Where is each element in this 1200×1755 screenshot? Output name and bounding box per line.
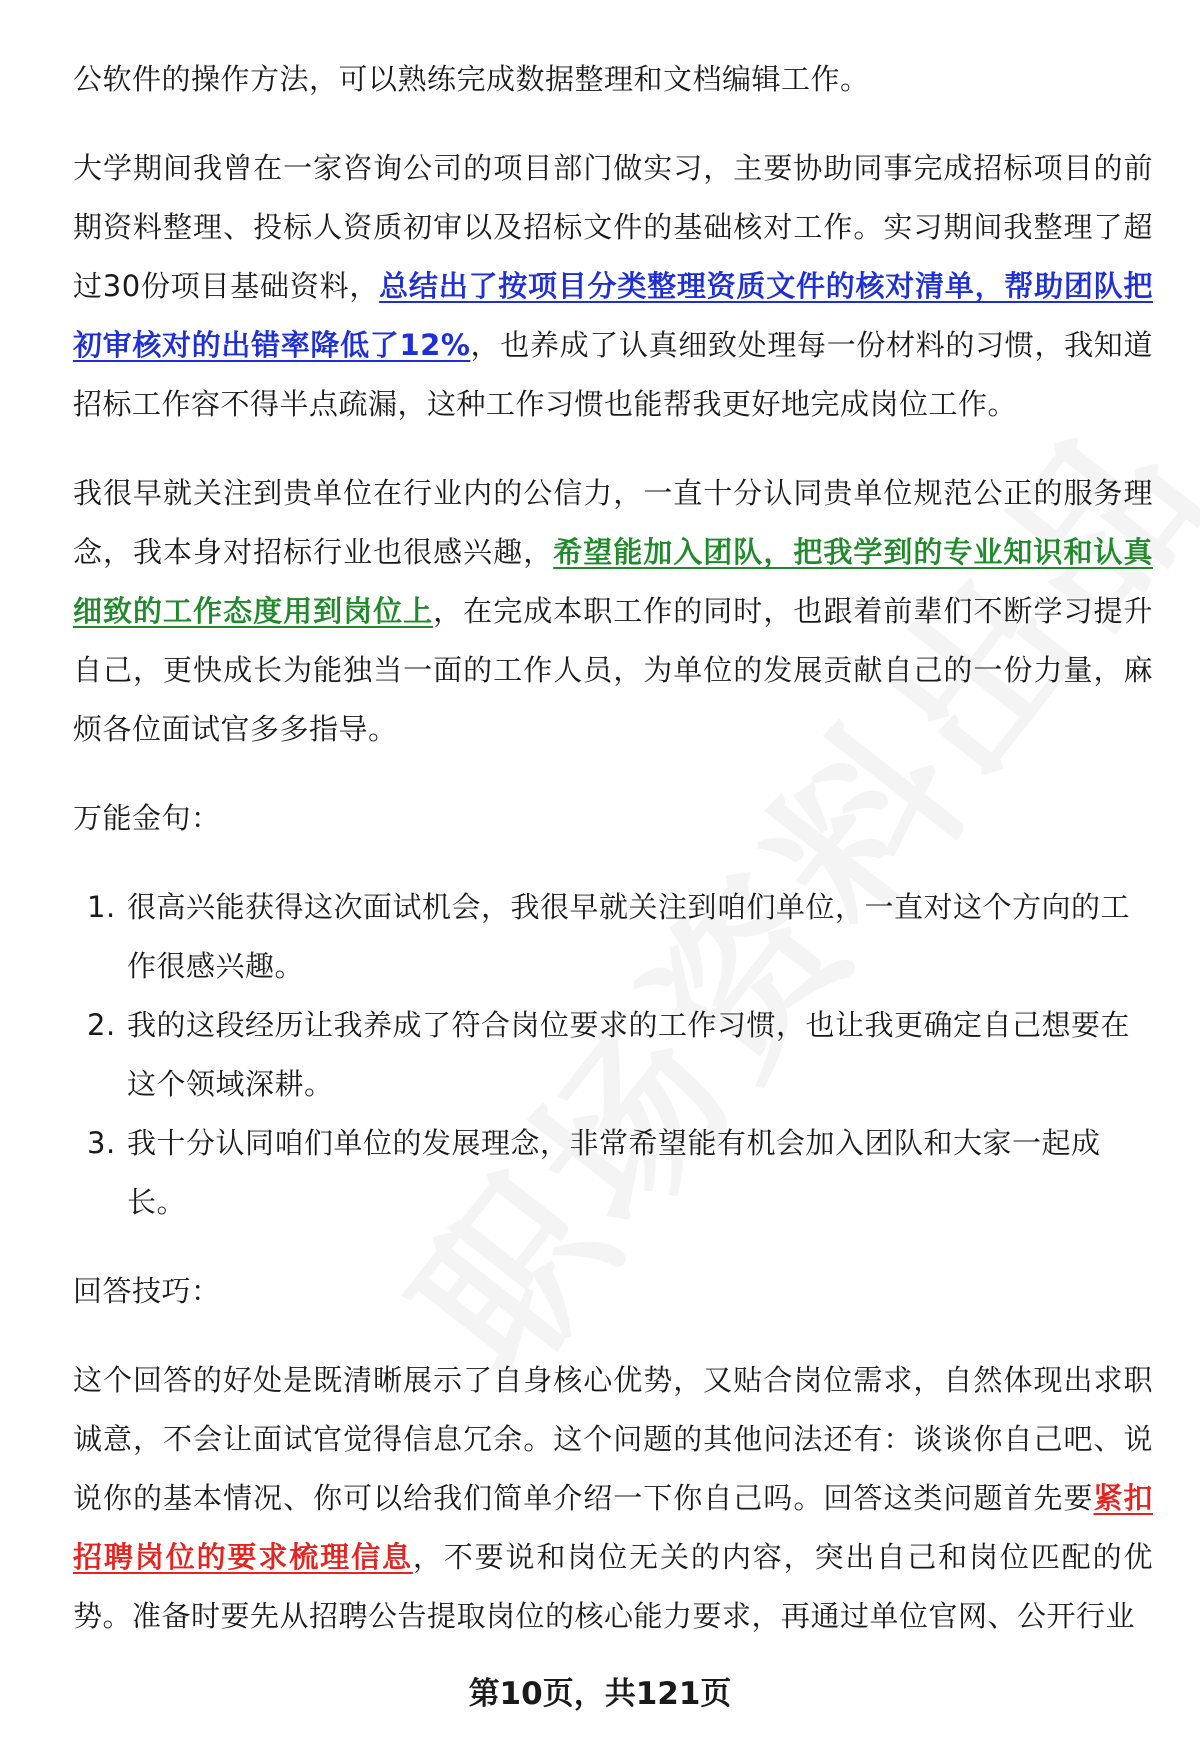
- list-number: 1.: [87, 890, 116, 924]
- list-item: [73, 996, 1153, 1114]
- paragraph-text: ，在完成本职工作的同时，也跟着前辈们不断学习提升自己，更快成长为能独当一面的工作人员，为单位的发展贡献自己的一份力量，麻烦各位面试官多多指导。: [73, 594, 1153, 746]
- paragraph-text: ，不要说和岗位无关的内容，突出自己和岗位匹配的优势。准备时要先从招聘公告提取岗位的核心能力要求，再通过单位官网、公开行业: [73, 1540, 1153, 1633]
- golden-quotes-list: [73, 878, 1153, 1232]
- paragraph-internship: [73, 139, 1153, 434]
- list-number: 2.: [87, 1008, 116, 1042]
- paragraph-tips: [73, 1351, 1153, 1646]
- list-item-text: 我十分认同咱们单位的发展理念，非常希望能有机会加入团队和大家一起成长。: [127, 1126, 1101, 1219]
- section-label-golden: 万能金句：: [73, 801, 221, 835]
- paragraph-text: 这个回答的好处是既清晰展示了自身核心优势，又贴合岗位需求，自然体现出求职诚意，不会让面试官觉得信息冗余。这个问题的其他问法还有：谈谈你自己吧、说说你的基本情况、你可以给我们简单介绍一下你自己吗。回答这类问题首先要: [73, 1363, 1153, 1515]
- highlight-goal: 希望能加入团队，把我学到的专业知识和认真细致的工作态度用到岗位上: [73, 535, 1153, 628]
- paragraph-text: 大学期间我曾在一家咨询公司的项目部门做实习，主要协助同事完成招标项目的前期资料整理、投标人资质初审以及招标文件的基础核对工作。实习期间我整理了超过30份项目基础资料，: [73, 151, 1153, 303]
- paragraph-motivation: [73, 464, 1153, 759]
- list-item-text: 很高兴能获得这次面试机会，我很早就关注到咱们单位，一直对这个方向的工作很感兴趣。: [127, 890, 1131, 983]
- paragraph-intro-tail: [73, 50, 1153, 109]
- highlight-key-tip: 紧扣招聘岗位的要求梳理信息: [73, 1481, 1153, 1574]
- page-number-footer: 第10页，共121页: [468, 1676, 732, 1712]
- paragraph-text: ，也养成了认真细致处理每一份材料的习惯，我知道招标工作容不得半点疏漏，这种工作习惯也能帮我更好地完成岗位工作。: [73, 328, 1153, 421]
- paragraph-text: 我很早就关注到贵单位在行业内的公信力，一直十分认同贵单位规范公正的服务理念，我本身对招标行业也很感兴趣，: [73, 476, 1153, 569]
- page-content: [73, 50, 1153, 1676]
- list-item: [73, 1114, 1153, 1232]
- section-label-tips: 回答技巧：: [73, 1274, 221, 1308]
- list-item: [73, 878, 1153, 996]
- list-number: 3.: [87, 1126, 116, 1160]
- list-item-text: 我的这段经历让我养成了符合岗位要求的工作习惯，也让我更确定自己想要在这个领域深耕。: [127, 1008, 1131, 1101]
- highlight-achievement: 总结出了按项目分类整理资质文件的核对清单，帮助团队把初审核对的出错率降低了12%: [73, 269, 1153, 362]
- paragraph-text: 公软件的操作方法，可以熟练完成数据整理和文档编辑工作。: [73, 62, 870, 96]
